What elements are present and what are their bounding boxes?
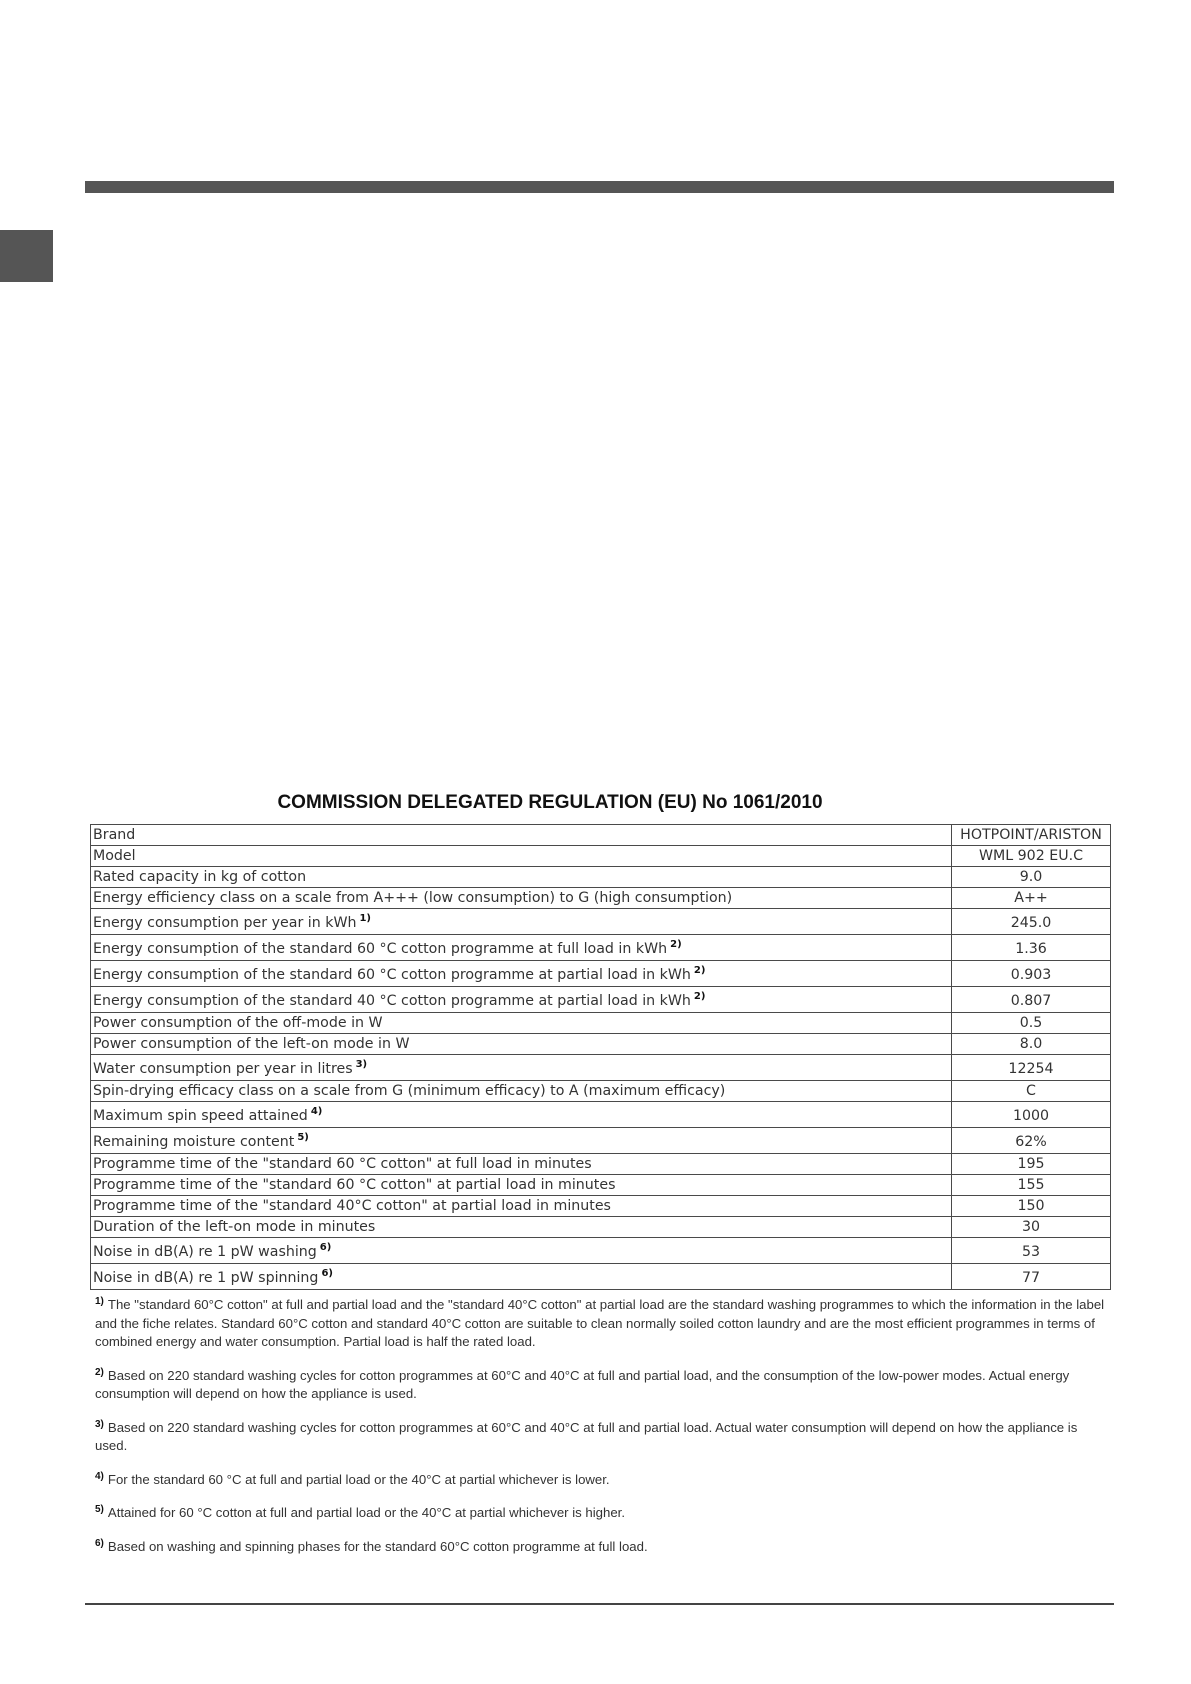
footnote-ref: 2) — [693, 991, 706, 1002]
table-row — [91, 909, 1111, 935]
footnote — [95, 1538, 1111, 1557]
footnote — [95, 1504, 1111, 1523]
footnote-ref: 2) — [693, 965, 706, 976]
footnote-ref: 6) — [319, 1242, 332, 1253]
table-row — [91, 1175, 1111, 1196]
regulation-title: COMMISSION DELEGATED REGULATION (EU) No 1061/2010 — [277, 792, 823, 813]
header-rule — [85, 181, 1114, 193]
footnote-text: Based on 220 standard washing cycles for cotton programmes at 60°C and 40°C at full and partial load, and the consumption of the low-power modes. Actual energy consumption will depend on how the appliance is used. — [95, 1367, 1070, 1401]
row-value: 30 — [952, 1217, 1111, 1238]
footnote-ref: 4) — [310, 1106, 323, 1117]
table-row — [91, 1128, 1111, 1154]
table-row — [91, 1264, 1111, 1290]
row-value: 195 — [952, 1154, 1111, 1175]
row-value: 8.0 — [952, 1034, 1111, 1055]
row-label: Energy consumption of the standard 60 °C cotton programme at partial load in kWh $^{2)}$ — [91, 961, 952, 987]
row-value: 0.5 — [952, 1013, 1111, 1034]
row-value: 1000 — [952, 1102, 1111, 1128]
row-value: 77 — [952, 1264, 1111, 1290]
footnote-text: The "standard 60°C cotton" at full and partial load and the "standard 40°C cotton" at partial load are the standard washing programmes to which the information in the label and the fiche relates. Standard 60°C cotton and standard 40°C cotton are suitable to clean normally soiled cotton laundry and are the most efficient programmes in terms of combined energy and water consumption. Partial load is half the rated load. — [95, 1297, 1105, 1349]
row-label: Water consumption per year in litres $^{3)}$ — [91, 1055, 952, 1081]
table-row — [91, 867, 1111, 888]
row-value: WML 902 EU.C — [952, 846, 1111, 867]
row-label: Brand — [91, 825, 952, 846]
table-row — [91, 1055, 1111, 1081]
row-value: 0.807 — [952, 987, 1111, 1013]
row-label: Spin-drying efficacy class on a scale from G (minimum efficacy) to A (maximum efficacy) — [91, 1081, 952, 1102]
row-label: Duration of the left-on mode in minutes — [91, 1217, 952, 1238]
row-value: A++ — [952, 888, 1111, 909]
footnote-marker: 6) — [95, 1537, 104, 1549]
footnote — [95, 1419, 1111, 1456]
row-label: Noise in dB(A) re 1 pW spinning $^{6)}$ — [91, 1264, 952, 1290]
table-row — [91, 888, 1111, 909]
footnote — [95, 1296, 1111, 1352]
row-value: 155 — [952, 1175, 1111, 1196]
footnote-marker: 3) — [95, 1418, 104, 1430]
language-tab-marker — [0, 230, 53, 282]
row-label: Rated capacity in kg of cotton — [91, 867, 952, 888]
row-label: Power consumption of the off-mode in W — [91, 1013, 952, 1034]
table-row — [91, 1081, 1111, 1102]
row-value: 12254 — [952, 1055, 1111, 1081]
row-label: Energy efficiency class on a scale from A+++ (low consumption) to G (high consumption) — [91, 888, 952, 909]
footnote-text: Based on 220 standard washing cycles for cotton programmes at 60°C and 40°C at full and partial load. Actual water consumption will depend on how the appliance is used. — [95, 1419, 1078, 1453]
table-row — [91, 987, 1111, 1013]
row-label: Maximum spin speed attained $^{4)}$ — [91, 1102, 952, 1128]
row-label: Power consumption of the left-on mode in W — [91, 1034, 952, 1055]
footnote-marker: 4) — [95, 1470, 104, 1482]
product-fiche-table — [90, 824, 1111, 1290]
footnote-ref: 3) — [355, 1059, 368, 1070]
footnote — [95, 1367, 1111, 1404]
footnote-marker: 5) — [95, 1504, 104, 1515]
row-label: Model — [91, 846, 952, 867]
table-row — [91, 1238, 1111, 1264]
row-label: Programme time of the "standard 60 °C cotton" at full load in minutes — [91, 1154, 952, 1175]
row-label: Energy consumption of the standard 60 °C cotton programme at full load in kWh $^{2)}$ — [91, 935, 952, 961]
footer-rule — [85, 1603, 1114, 1605]
table-row — [91, 1013, 1111, 1034]
row-label: Noise in dB(A) re 1 pW washing $^{6)}$ — [91, 1238, 952, 1264]
footnote-ref: 2) — [670, 939, 682, 950]
footnote-text: Attained for 60 °C cotton at full and partial load or the 40°C at partial whichever is higher. — [107, 1505, 625, 1520]
table-row — [91, 961, 1111, 987]
row-label: Energy consumption per year in kWh $^{1)}$ — [91, 909, 952, 935]
footnote-ref: 1) — [359, 913, 371, 924]
table-row — [91, 1217, 1111, 1238]
row-value: 1.36 — [952, 935, 1111, 961]
row-value: 245.0 — [952, 909, 1111, 935]
table-row — [91, 935, 1111, 961]
footnote-ref: 6) — [321, 1268, 333, 1279]
row-value: 150 — [952, 1196, 1111, 1217]
footnote-marker: 1) — [95, 1296, 104, 1307]
table-row — [91, 846, 1111, 867]
table-row — [91, 825, 1111, 846]
row-label: Programme time of the "standard 60 °C cotton" at partial load in minutes — [91, 1175, 952, 1196]
row-value: C — [952, 1081, 1111, 1102]
footnote — [95, 1471, 1111, 1490]
row-value: 53 — [952, 1238, 1111, 1264]
footnote-text: For the standard 60 °C at full and partial load or the 40°C at partial whichever is lower. — [107, 1471, 610, 1487]
table-row — [91, 1102, 1111, 1128]
table-row — [91, 1196, 1111, 1217]
footnote-marker: 2) — [95, 1366, 104, 1378]
footnote-ref: 5) — [297, 1132, 309, 1143]
row-value: 0.903 — [952, 961, 1111, 987]
table-row — [91, 1034, 1111, 1055]
row-label: Energy consumption of the standard 40 °C cotton programme at partial load in kWh $^{2)}$ — [91, 987, 952, 1013]
footnotes — [95, 1296, 1111, 1571]
row-value: 9.0 — [952, 867, 1111, 888]
footnote-text: Based on washing and spinning phases for the standard 60°C cotton programme at full load. — [107, 1538, 648, 1554]
table-row — [91, 1154, 1111, 1175]
row-value: HOTPOINT/ARISTON — [952, 825, 1111, 846]
row-label: Remaining moisture content $^{5)}$ — [91, 1128, 952, 1154]
row-label: Programme time of the "standard 40°C cotton" at partial load in minutes — [91, 1196, 952, 1217]
row-value: 62% — [952, 1128, 1111, 1154]
